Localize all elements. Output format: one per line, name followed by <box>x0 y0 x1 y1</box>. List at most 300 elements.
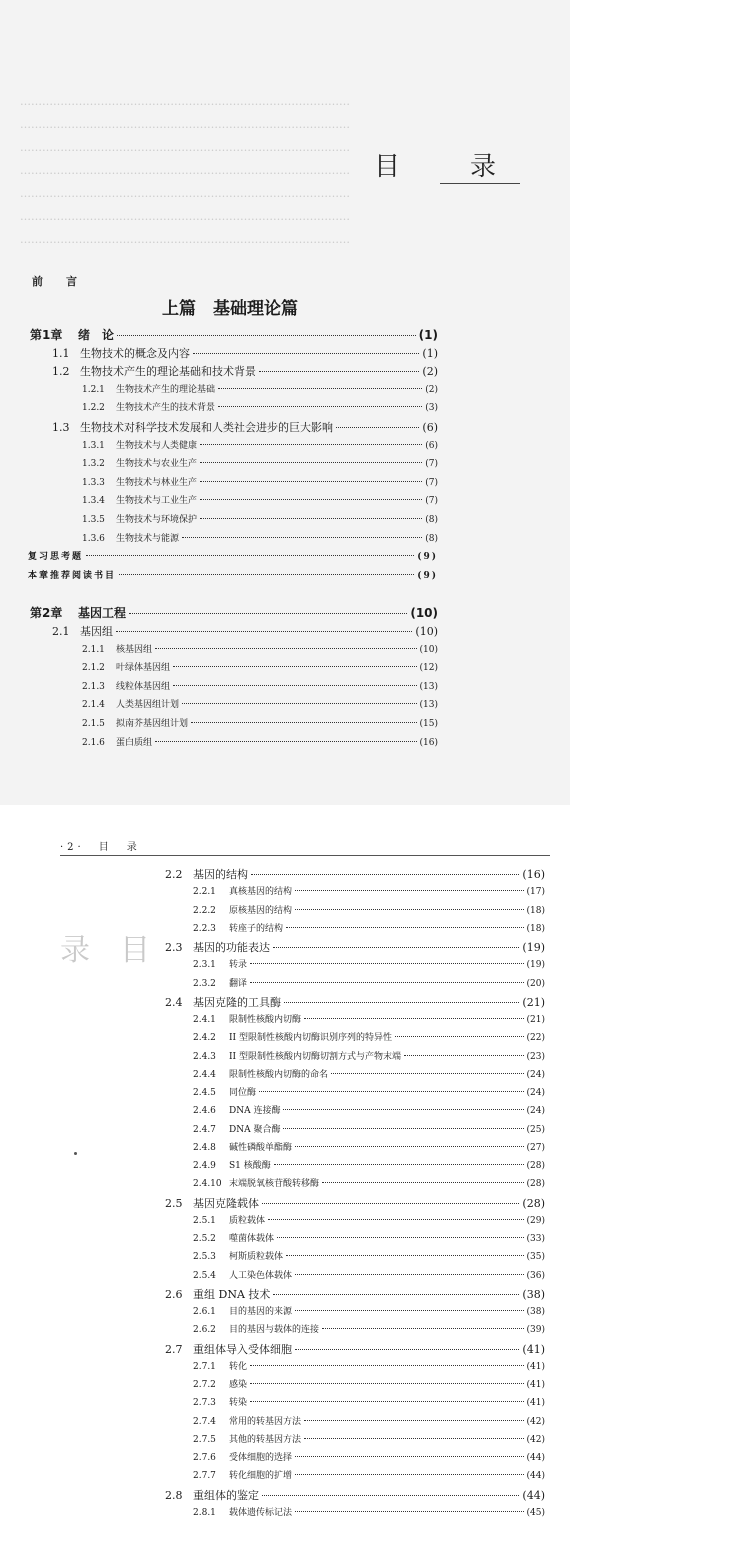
toc-page-number: (20) <box>526 978 545 989</box>
toc-entry-title: 人类基因组计划 <box>116 700 180 711</box>
toc-page-number: (6) <box>422 421 438 434</box>
toc-entry-title: 其他的转基因方法 <box>229 1434 302 1445</box>
toc-entry-title: 质粒载体 <box>229 1215 266 1226</box>
toc-page-number: (41) <box>522 1342 545 1356</box>
toc-entry-title: 生物技术产生的理论基础和技术背景 <box>80 365 256 379</box>
toc-entry[interactable] <box>82 716 438 729</box>
toc-entry-number: 2.4.6 <box>193 1106 216 1117</box>
toc-entry-number: 2.7.2 <box>193 1380 216 1390</box>
toc-entry-number: 2.5 <box>165 1196 183 1210</box>
toc-entry[interactable] <box>193 1213 545 1226</box>
toc-entry-title: 生物技术与林业生产 <box>116 477 198 488</box>
toc-page-number: (21) <box>522 995 545 1009</box>
preface-label: 前 言 <box>32 275 83 288</box>
toc-entry-number: 2.4 <box>165 995 183 1009</box>
toc-entry-title: 载体遗传标记法 <box>229 1507 293 1518</box>
toc-entry-number: 2.8 <box>165 1488 183 1502</box>
toc-page-number: (38) <box>522 1287 545 1301</box>
bleed-through-text: ……………………………………………………………………………… <box>20 118 350 131</box>
bleed-through-text: ……………………………………………………………………………… <box>20 95 350 108</box>
toc-entry-number: 1.3.2 <box>82 459 105 470</box>
toc-entry-number: 1.1 <box>52 346 70 360</box>
toc-entry-number: 2.4.4 <box>193 1069 216 1080</box>
toc-entry[interactable] <box>165 994 545 1010</box>
toc-entry-number: 2.7.3 <box>193 1398 216 1409</box>
dot-leader <box>295 909 524 910</box>
toc-page-number: (9) <box>417 552 438 563</box>
toc-page-number: (7) <box>425 496 438 507</box>
toc-entry-number: 2.5.3 <box>193 1252 216 1263</box>
toc-entry[interactable] <box>193 1395 545 1408</box>
toc-entry-title: 噬菌体载体 <box>229 1234 275 1244</box>
toc-entry-title: II 型限制性核酸内切酶切割方式与产物末端 <box>229 1051 401 1062</box>
toc-entry[interactable] <box>193 1432 545 1445</box>
toc-entry-title: 重组体的鉴定 <box>193 1488 259 1502</box>
toc-entry[interactable] <box>82 531 438 544</box>
toc-entry-title: 基因克隆载体 <box>193 1196 259 1210</box>
toc-entry-number: 2.1.1 <box>82 644 105 655</box>
toc-entry[interactable] <box>165 1195 545 1211</box>
toc-entry[interactable] <box>193 1176 545 1189</box>
toc-entry-title: 重组体导入受体细胞 <box>193 1342 292 1356</box>
dot-leader <box>273 1294 519 1295</box>
toc-entry-number: 2.4.8 <box>193 1142 216 1153</box>
dot-leader <box>295 1274 524 1275</box>
toc-entry-number: 2.6.2 <box>193 1325 216 1336</box>
toc-page-number: (2) <box>422 365 438 379</box>
toc-entry-title: DNA 聚合酶 <box>229 1124 281 1135</box>
toc-entry[interactable] <box>165 866 545 882</box>
toc-entry[interactable] <box>193 1085 545 1098</box>
toc-entry-title: 生物技术与能源 <box>116 533 180 544</box>
bleed-through-text: ……………………………………………………………………………… <box>20 141 350 154</box>
toc-entry-title: 生物技术与农业生产 <box>116 459 198 470</box>
toc-page-number: (18) <box>526 905 545 916</box>
toc-page-number: (2) <box>425 384 438 395</box>
toc-entry-title: 生物技术与工业生产 <box>116 496 198 507</box>
dot-leader <box>218 406 422 407</box>
toc-entry-title: 重组 DNA 技术 <box>193 1287 271 1301</box>
toc-entry[interactable] <box>193 1158 545 1171</box>
toc-page-number: (17) <box>526 887 545 898</box>
toc-entry-title: 受体细胞的选择 <box>229 1453 293 1463</box>
toc-entry[interactable] <box>28 568 438 581</box>
toc-entry[interactable] <box>82 400 438 413</box>
toc-entry-title: 绪 论 <box>78 328 115 342</box>
toc-entry[interactable] <box>193 1377 545 1390</box>
toc-entry[interactable] <box>82 493 438 506</box>
toc-entry[interactable] <box>193 1049 545 1062</box>
toc-page-number: (42) <box>526 1434 545 1445</box>
toc-entry-title: 转录 <box>229 960 248 971</box>
dot-leader <box>250 1383 524 1384</box>
toc-entry-title: 本章推荐阅读书目 <box>28 570 117 581</box>
toc-entry[interactable] <box>193 1012 545 1025</box>
dot-leader <box>283 1128 523 1129</box>
toc-entry[interactable] <box>193 1322 545 1335</box>
toc-entry-title: 人工染色体载体 <box>229 1270 293 1281</box>
dot-leader <box>395 1036 524 1037</box>
toc-entry-title: 感染 <box>229 1380 248 1390</box>
dot-leader <box>182 537 422 538</box>
toc-entry-number: 2.7.7 <box>193 1471 216 1482</box>
toc-entry-number: 2.3.1 <box>193 960 216 971</box>
toc-entry[interactable] <box>193 1249 545 1262</box>
toc-entry-number: 第2章 <box>30 606 63 621</box>
toc-entry[interactable] <box>193 976 545 989</box>
toc-entry-number: 1.2.2 <box>82 403 105 414</box>
toc-entry[interactable] <box>165 939 545 955</box>
toc-page-number: (22) <box>526 1033 545 1044</box>
toc-entry-number: 2.6.1 <box>193 1307 216 1317</box>
toc-entry-title: 转化细胞的扩增 <box>229 1471 293 1482</box>
toc-entry[interactable] <box>82 438 438 451</box>
toc-entry[interactable] <box>82 475 438 488</box>
toc-entry-number: 第1章 <box>30 328 63 342</box>
toc-entry[interactable] <box>52 345 438 361</box>
toc-entry[interactable] <box>165 1341 545 1357</box>
toc-page-number: (35) <box>526 1252 545 1263</box>
toc-page-number: (9) <box>417 570 438 581</box>
toc-entry-number: 2.6 <box>165 1287 183 1301</box>
toc-entry[interactable] <box>193 1450 545 1463</box>
toc-page-number: (19) <box>522 941 545 954</box>
toc-entry-number: 1.2 <box>52 365 70 379</box>
toc-entry-number: 2.7.5 <box>193 1434 216 1445</box>
dot-leader <box>286 1255 524 1256</box>
toc-entry-number: 2.7.1 <box>193 1361 216 1372</box>
toc-entry-number: 2.5.4 <box>193 1270 216 1281</box>
toc-entry-title: 生物技术与环境保护 <box>116 515 198 525</box>
toc-entry-number: 2.3 <box>165 941 183 954</box>
toc-page-number: (33) <box>526 1234 545 1244</box>
toc-page-number: (28) <box>526 1179 545 1190</box>
toc-entry-title: 转座子的结构 <box>229 923 284 934</box>
toc-entry[interactable] <box>30 604 438 621</box>
toc-entry-title: 末端脱氧核苷酸转移酶 <box>229 1179 320 1190</box>
toc-page-number: (24) <box>526 1069 545 1080</box>
toc-entry-number: 1.3.3 <box>82 477 105 488</box>
toc-entry-title: 生物技术产生的理论基础 <box>116 384 216 395</box>
toc-page-number: (24) <box>526 1088 545 1098</box>
toc-entry-title: 原核基因的结构 <box>229 905 293 916</box>
toc-page-number: (28) <box>526 1161 545 1171</box>
dot-leader <box>191 722 417 723</box>
toc-page-number: (7) <box>425 459 438 470</box>
bleed-through-text: ……………………………………………………………………………… <box>20 233 350 246</box>
toc-entry[interactable] <box>52 363 438 379</box>
dot-leader <box>116 631 412 632</box>
toc-entry[interactable] <box>193 1468 545 1481</box>
toc-entry-number: 2.4.3 <box>193 1051 216 1062</box>
toc-entry-number: 2.2.3 <box>193 923 216 934</box>
toc-entry-title: 基因克隆的工具酶 <box>193 995 281 1009</box>
toc-entry-number: 1.3.1 <box>82 440 105 451</box>
toc-entry[interactable] <box>82 512 438 525</box>
dot-leader <box>200 518 422 519</box>
toc-entry-title: DNA 连接酶 <box>229 1106 281 1117</box>
toc-entry-title: 转染 <box>229 1398 248 1409</box>
toc-entry-title: 限制性核酸内切酶的命名 <box>229 1069 329 1080</box>
toc-entry-number: 2.3.2 <box>193 978 216 989</box>
dot-leader <box>295 1146 524 1147</box>
toc-entry-title: 叶绿体基因组 <box>116 663 171 674</box>
toc-entry-number: 2.7.6 <box>193 1453 216 1463</box>
dot-leader <box>295 1349 519 1350</box>
toc-entry[interactable] <box>193 1414 545 1427</box>
toc-entry[interactable] <box>193 903 545 916</box>
toc-entry-number: 2.4.7 <box>193 1124 216 1135</box>
dot-leader <box>262 1495 519 1496</box>
toc-entry[interactable] <box>193 1359 545 1372</box>
toc-entry-number: 2.1.2 <box>82 663 105 674</box>
toc-page-number: (16) <box>419 737 438 748</box>
dot-leader <box>250 963 524 964</box>
toc-entry-number: 2.2 <box>165 868 183 881</box>
dot-leader <box>200 444 422 445</box>
toc-entry-title: II 型限制性核酸内切酶识别序列的特异性 <box>229 1033 392 1044</box>
dot-leader <box>259 371 419 372</box>
dot-leader <box>155 741 417 742</box>
toc-page-number: (44) <box>526 1471 545 1482</box>
toc-entry[interactable] <box>82 642 438 655</box>
toc-entry-title: 翻译 <box>229 978 248 989</box>
dot-leader <box>200 499 422 500</box>
toc-entry-number: 2.8.1 <box>193 1507 216 1518</box>
toc-entry-title: 目的基因与载体的连接 <box>229 1325 320 1336</box>
toc-entry-title: 生物技术的概念及内容 <box>80 346 190 360</box>
toc-entry[interactable] <box>193 884 545 897</box>
toc-entry-title: 基因的结构 <box>193 868 248 881</box>
toc-page-number: (41) <box>526 1398 545 1409</box>
bleed-through-text: ……………………………………………………………………………… <box>20 187 350 200</box>
dot-leader <box>295 1474 524 1475</box>
toc-entry-title: 目的基因的来源 <box>229 1307 293 1317</box>
toc-entry-number: 2.4.5 <box>193 1088 216 1098</box>
page-title: 目 录 <box>373 152 518 182</box>
toc-entry-title: 线粒体基因组 <box>116 681 171 692</box>
toc-page-number: (10) <box>419 644 438 655</box>
dot-leader <box>304 1420 524 1421</box>
toc-entry-number: 1.3.5 <box>82 515 105 525</box>
dot-leader <box>200 481 422 482</box>
toc-page-number: (8) <box>425 515 438 525</box>
toc-entry-number: 2.7.4 <box>193 1416 216 1427</box>
toc-entry-title: 基因组 <box>80 625 113 638</box>
toc-entry-title: 限制性核酸内切酶 <box>229 1015 302 1025</box>
toc-page-number: (45) <box>526 1507 545 1518</box>
toc-page-number: (13) <box>419 700 438 711</box>
toc-entry[interactable] <box>165 1487 545 1503</box>
toc-entry-number: 2.2.1 <box>193 887 216 898</box>
dot-leader <box>119 574 414 575</box>
toc-page-2 <box>0 805 750 1546</box>
part-heading: 上篇 基础理论篇 <box>162 299 298 319</box>
dot-leader <box>182 703 417 704</box>
toc-entry[interactable] <box>82 697 438 710</box>
toc-page-number: (21) <box>526 1015 545 1025</box>
toc-entry-title: 常用的转基因方法 <box>229 1416 302 1427</box>
dot-leader <box>295 1456 524 1457</box>
toc-entry[interactable] <box>82 456 438 469</box>
dot-leader <box>218 388 422 389</box>
toc-entry[interactable] <box>193 1231 545 1244</box>
toc-page-number: (38) <box>526 1307 545 1317</box>
toc-entry-number: 2.4.9 <box>193 1161 216 1171</box>
toc-entry-number: 2.7 <box>165 1342 183 1356</box>
toc-entry[interactable] <box>193 1268 545 1281</box>
toc-entry-title: 基因工程 <box>78 606 127 621</box>
toc-entry[interactable] <box>193 1067 545 1080</box>
dot-leader <box>404 1055 524 1056</box>
dot-leader <box>283 1109 523 1110</box>
dot-leader <box>304 1018 524 1019</box>
toc-page-number: (28) <box>522 1196 545 1210</box>
toc-entry-title: 同位酶 <box>229 1088 257 1098</box>
toc-entry-title: S1 核酸酶 <box>229 1161 271 1171</box>
bleed-through-text: 录 目 <box>60 933 150 968</box>
toc-entry-number: 1.3.6 <box>82 533 105 544</box>
toc-entry[interactable] <box>193 1122 545 1135</box>
dot-leader <box>86 555 414 556</box>
toc-entry-title: 柯斯质粒载体 <box>229 1252 284 1263</box>
dot-leader <box>322 1182 524 1183</box>
toc-entry-number: 2.5.1 <box>193 1215 216 1226</box>
toc-entry-number: 2.1 <box>52 625 70 638</box>
toc-page-number: (8) <box>425 533 438 544</box>
dot-leader <box>322 1328 524 1329</box>
toc-page-number: (16) <box>522 868 545 881</box>
toc-entry-title: 生物技术对科学技术发展和人类社会进步的巨大影响 <box>80 421 333 434</box>
dot-leader <box>129 613 407 614</box>
toc-page-number: (24) <box>526 1106 545 1117</box>
toc-entry-number: 2.1.6 <box>82 737 105 748</box>
title-underline <box>440 183 520 184</box>
toc-entry[interactable] <box>193 921 545 934</box>
toc-page-number: (10) <box>410 606 438 621</box>
dot-leader <box>295 890 524 891</box>
toc-entry-number: 1.3 <box>52 421 70 434</box>
bleed-through-text: ……………………………………………………………………………… <box>20 164 350 177</box>
toc-page-number: (25) <box>526 1124 545 1135</box>
toc-page-number: (36) <box>526 1270 545 1281</box>
toc-page-number: (12) <box>419 663 438 674</box>
toc-entry[interactable] <box>193 1103 545 1116</box>
toc-entry[interactable] <box>52 419 438 435</box>
toc-entry[interactable] <box>165 1286 545 1302</box>
toc-page-number: (29) <box>526 1215 545 1226</box>
dot-leader <box>336 427 419 428</box>
toc-entry-title: 拟南芥基因组计划 <box>116 719 189 729</box>
toc-page-number: (39) <box>526 1325 545 1336</box>
toc-entry[interactable] <box>82 660 438 673</box>
print-speck <box>74 1152 77 1155</box>
toc-page-number: (18) <box>526 923 545 934</box>
dot-leader <box>173 666 417 667</box>
toc-page-number: (7) <box>425 477 438 488</box>
toc-entry[interactable] <box>193 957 545 970</box>
toc-page-number: (41) <box>526 1361 545 1372</box>
toc-entry[interactable] <box>193 1505 545 1518</box>
dot-leader <box>259 1091 524 1092</box>
toc-page-number: (27) <box>526 1142 545 1153</box>
toc-entry-title: 核基因组 <box>116 644 153 655</box>
toc-entry[interactable] <box>193 1030 545 1043</box>
dot-leader <box>200 462 422 463</box>
dot-leader <box>155 648 417 649</box>
toc-entry-title: 基因的功能表达 <box>193 941 270 954</box>
toc-entry[interactable] <box>30 326 438 343</box>
toc-page-number: (1) <box>422 346 438 360</box>
toc-entry[interactable] <box>28 549 438 562</box>
toc-page-number: (1) <box>418 328 438 342</box>
toc-entry-number: 2.2.2 <box>193 905 216 916</box>
running-header: ·2· 目 录 <box>60 838 550 856</box>
dot-leader <box>277 1237 524 1238</box>
dot-leader <box>295 1511 524 1512</box>
toc-page-number: (13) <box>419 681 438 692</box>
dot-leader <box>117 335 416 336</box>
toc-page-1 <box>0 0 570 805</box>
dot-leader <box>286 927 524 928</box>
toc-entry-title: 转化 <box>229 1361 248 1372</box>
toc-entry[interactable] <box>193 1140 545 1153</box>
dot-leader <box>250 982 524 983</box>
toc-page-number: (15) <box>419 719 438 729</box>
toc-entry[interactable] <box>82 735 438 748</box>
toc-page-number: (6) <box>425 440 438 451</box>
toc-entry-number: 2.1.4 <box>82 700 105 711</box>
toc-entry-title: 真核基因的结构 <box>229 887 293 898</box>
toc-page-number: (19) <box>526 960 545 971</box>
toc-entry-number: 2.4.1 <box>193 1015 216 1025</box>
toc-entry-number: 1.3.4 <box>82 496 105 507</box>
toc-entry[interactable] <box>193 1304 545 1317</box>
dot-leader <box>193 353 419 354</box>
toc-page-number: (10) <box>415 625 438 638</box>
toc-entry[interactable] <box>82 382 438 395</box>
toc-entry-number: 1.2.1 <box>82 384 105 395</box>
toc-entry-number: 2.4.10 <box>193 1179 222 1190</box>
toc-page-number: (41) <box>526 1380 545 1390</box>
toc-entry-title: 生物技术与人类健康 <box>116 440 198 451</box>
toc-entry-number: 2.5.2 <box>193 1234 216 1244</box>
dot-leader <box>268 1219 524 1220</box>
toc-entry[interactable] <box>52 623 438 639</box>
toc-page-number: (3) <box>425 403 438 414</box>
toc-entry-title: 复习思考题 <box>28 552 84 563</box>
toc-entry[interactable] <box>82 679 438 692</box>
toc-entry-title: 生物技术产生的技术背景 <box>116 403 216 414</box>
toc-page-number: (44) <box>522 1488 545 1502</box>
toc-entry-number: 2.4.2 <box>193 1033 216 1044</box>
dot-leader <box>251 874 519 875</box>
toc-page-number: (44) <box>526 1453 545 1463</box>
dot-leader <box>331 1073 524 1074</box>
toc-entry-title: 蛋白质组 <box>116 737 153 748</box>
dot-leader <box>284 1002 519 1003</box>
dot-leader <box>304 1438 524 1439</box>
toc-entry-number: 2.1.5 <box>82 719 105 729</box>
dot-leader <box>173 685 417 686</box>
toc-page-number: (23) <box>526 1051 545 1062</box>
dot-leader <box>295 1310 524 1311</box>
bleed-through-text: ……………………………………………………………………………… <box>20 210 350 223</box>
toc-entry-title: 碱性磷酸单酯酶 <box>229 1142 293 1153</box>
dot-leader <box>250 1365 524 1366</box>
dot-leader <box>273 947 519 948</box>
toc-page-number: (42) <box>526 1416 545 1427</box>
